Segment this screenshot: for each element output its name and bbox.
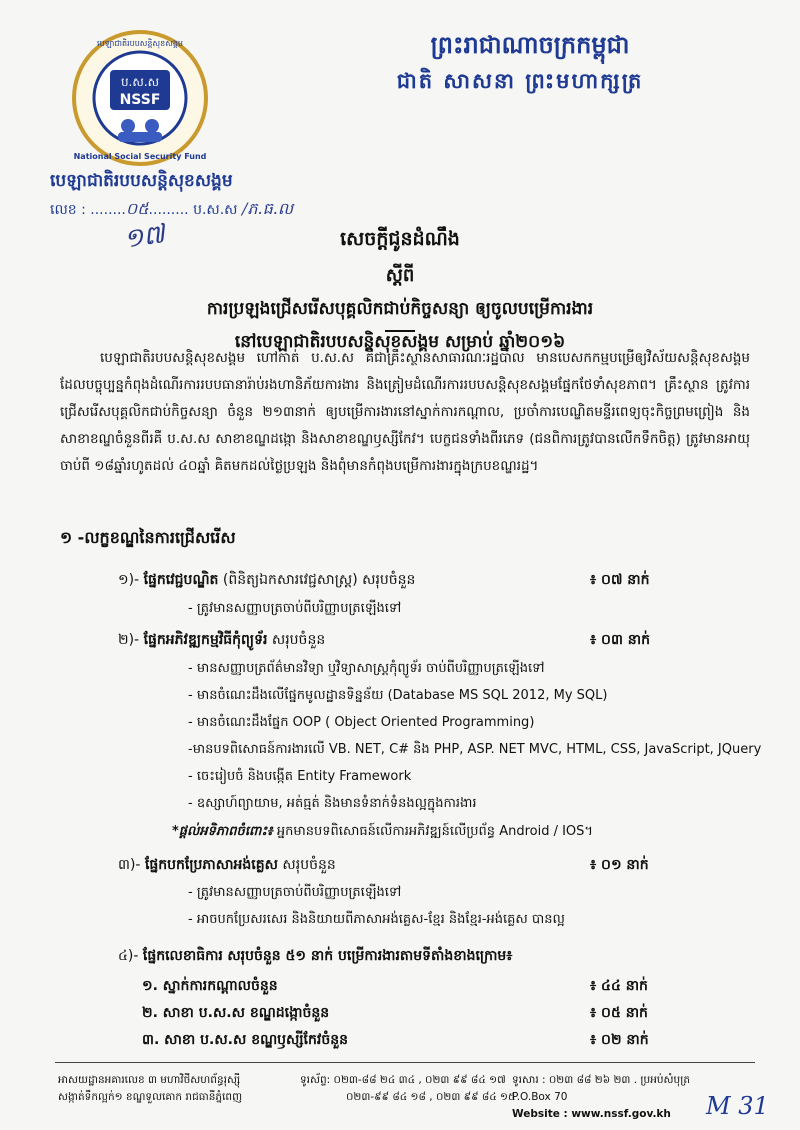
ref-handwritten: ១៧: [121, 219, 167, 255]
nssf-logo: [70, 28, 210, 168]
item-4-sub-2-qty: ៖ ០៥ នាក់: [590, 1005, 648, 1021]
footer-contact: [512, 1072, 712, 1123]
phone-line-1: ទូរស័ព្ទ: ០២៣-៨៨ ២៤ ៣៤ , ០២៣ ៩៩ ៨៤ ១៧: [300, 1074, 506, 1086]
item-4-sub-3: [142, 1030, 348, 1051]
national-motto: ជាតិ សាសនា ព្រះមហាក្សត្រ: [396, 68, 644, 93]
kingdom-heading: ព្រះរាជាណាចក្រកម្ពុជា: [430, 30, 630, 59]
fax-line: ទូរសារ : ០២៣ ៨៨ ២៦ ២៣ . ប្រអប់សំបុត្រ P.O.Box 70: [512, 1074, 690, 1103]
item-2-bullet: - មានចំណេះដឹងផ្នែក OOP ( Object Oriented Programming): [188, 715, 535, 730]
item-2-bullet: - ចេះរៀបចំ និងបង្កើត Entity Framework: [188, 769, 412, 784]
item-2-qty: ៖ ០៣ នាក់: [590, 632, 650, 648]
item-4-sub-1: [142, 976, 278, 997]
title-line-1: សេចក្តីជូនដំណឹង: [340, 228, 460, 250]
phone-line-2: ០២៣-៩៩ ៨៤ ១៨ , ០២៣ ៩៩ ៨៤ ១៥: [346, 1091, 516, 1103]
item-2-num: ២)-: [118, 632, 140, 648]
logo-ring-bottom: National Social Security Fund: [73, 152, 207, 161]
footer-address: [58, 1072, 242, 1106]
item-4-sub-1-qty: ៖ ៤៤ នាក់: [590, 978, 648, 994]
item-1-num: ១)-: [118, 572, 140, 588]
item-4-label: ផ្នែកលេខាធិការ: [142, 948, 223, 964]
item-2-row: [118, 630, 325, 651]
document-title: [100, 225, 700, 356]
sub-label: ១. ស្នាក់ការកណ្តាលចំនួន: [142, 978, 278, 994]
sub-label: ២. សាខា ប.ស.ស ខណ្ឌដង្កោចំនួន: [142, 1005, 330, 1021]
section-heading: ១ -លក្ខខណ្ឌនៃការជ្រើសរើស: [60, 528, 236, 547]
intro-paragraph: បេឡាជាតិរបបសន្តិសុខសង្គម ហៅកាត់ ប.ស.ស គឺជាគ្រឹះស្ថានសាធារណៈរដ្ឋបាល មានបេសកកម្មបម្រើឲ្យវិស័យសន្តិសុខសង្គម ដែលបច្ចុប្បន្នកំពុងដំណើរការរបបធានារ៉ាប់រងហានិភ័យការងារ និងត្រៀមដំណើរការរបបសន្តិសុខសង្គមផ្នែកថែទាំសុខភាព។ គ្រឹះស្ថាន ត្រូវការជ្រើសរើសបុគ្គលិកជាប់កិច្ចសន្យា ចំនួន ២១៣នាក់ ឲ្យបម្រើការងារនៅស្នាក់ការកណ្តាល, ប្រចាំការបេណ្ឌិតមន្ទីរពេទ្យចុះកិច្ចព្រមព្រៀង និងសាខាខណ្ឌចំនួនពីរគឺ ប.ស.ស សាខាខណ្ឌដង្កោ និងសាខាខណ្ឌឫស្សីកែវ។ បេក្ខជនទាំងពីរភេទ (ជនពិការត្រូវបានលើកទឹកចិត្ត) ត្រូវមានអាយុចាប់ពី ១៨ឆ្នាំរហូតដល់ ៤០ឆ្នាំ គិតមកដល់ថ្ងៃប្រឡង និងពុំមានកំពុងបម្រើការងារក្នុងក្របខណ្ឌរដ្ឋ។: [60, 350, 750, 474]
item-4-num: ៤)-: [118, 948, 139, 964]
item-4-sub-2: [142, 1003, 329, 1024]
item-1-row: [118, 570, 415, 591]
logo-ring-top: បេឡាជាតិរបបសន្តិសុខសង្គម: [97, 39, 183, 48]
ref-prefix: លេខ :: [50, 202, 86, 218]
item-3-qty: ៖ ០១ នាក់: [590, 857, 649, 873]
item-2-bullet: - មានចំណេះដឹងលើផ្នែកមូលដ្ឋានទិន្នន័យ (Database MS SQL 2012, My SQL): [188, 688, 608, 703]
logo-main-text: ប.ស.ស: [120, 75, 160, 89]
item-1-desc: (ពិនិត្យឯកសារវេជ្ជសាស្ត្រ) សរុបចំនួន: [222, 572, 416, 588]
item-3-desc: សរុបចំនួន: [282, 857, 336, 873]
priority-text: អ្នកមានបទពិសោធន៍លើការអភិវឌ្ឍន៍លើប្រព័ន្ធ Android / IOS។: [276, 824, 593, 839]
sub-label: ៣. សាខា ប.ស.ស ខណ្ឌឫស្សីកែវចំនួន: [142, 1032, 348, 1048]
initials-signature: M 31: [706, 1092, 769, 1120]
footer-phones: [300, 1072, 515, 1106]
title-line-3: ការប្រឡងជ្រើសរើសបុគ្គលិកជាប់កិច្ចសន្យា ឲ្យចូលបម្រើការងារ: [206, 299, 594, 319]
item-1-bullet: - ត្រូវមានសញ្ញាបត្រចាប់ពីបរិញ្ញាបត្រឡើងទៅ: [188, 601, 402, 616]
item-3-bullet: - អាចបកប្រែសរសេរ និងនិយាយពីភាសាអង់គ្លេស-ខ្មែរ និងខ្មែរ-អង់គ្លេស បានល្អ: [188, 912, 565, 927]
item-4-row: [118, 946, 512, 967]
item-2-desc: សរុបចំនួន: [271, 632, 326, 648]
item-2-bullet: -មានបទពិសោធន៍ការងារលើ VB. NET, C# និង PHP, ASP. NET MVC, HTML, CSS, JavaScript, JQuery: [188, 742, 762, 757]
website-link[interactable]: Website : www.nssf.gov.kh: [512, 1108, 671, 1120]
footer-divider: [55, 1062, 755, 1063]
item-4-desc: សរុបចំនួន ៥១ នាក់ បម្រើការងារតាមទីតាំងខាងក្រោម៖: [227, 948, 513, 964]
ref-number: ០៥: [125, 199, 149, 218]
ref-middle: ប.ស.ស: [193, 202, 238, 218]
organization-name: បេឡាជាតិរបបសន្តិសុខសង្គម: [50, 171, 233, 191]
address-line-1: អាសយដ្ឋានអគារលេខ ៣ មហាវិថីសហព័ន្ធរុស្ស៊ី: [58, 1074, 241, 1086]
reference-line: លេខ : ........០៥......... ប.ស.ស /ភ.ធ.ល: [50, 199, 294, 218]
item-2-bullet: - មានសញ្ញាបត្រព័ត៌មានវិទ្យា ឬវិទ្យាសាស្ត្រកុំព្យូទ័រ ចាប់ពីបរិញ្ញាបត្រឡើងទៅ: [188, 661, 545, 676]
priority-label: *ផ្តល់អទិភាពចំពោះ៖: [172, 824, 273, 839]
title-line-2: ស្តីពី: [385, 265, 415, 286]
item-4-sub-3-qty: ៖ ០២ នាក់: [590, 1032, 649, 1048]
title-divider: [385, 330, 415, 332]
item-3-num: ៣)-: [118, 857, 141, 873]
item-3-bullet: - ត្រូវមានសញ្ញាបត្រចាប់ពីបរិញ្ញាបត្រឡើងទៅ: [188, 885, 402, 900]
item-3-label: ផ្នែកបកប្រែភាសាអង់គ្លេស: [144, 857, 278, 873]
priority-note: [172, 823, 593, 842]
item-3-row: [118, 855, 336, 876]
logo-abbr-text: NSSF: [119, 92, 161, 108]
title-line-4: នៅបេឡាជាតិរបបសន្តិសុខសង្គម សម្រាប់ ឆ្នាំ២០១៦: [234, 332, 566, 352]
item-2-label: ផ្នែកអភិវឌ្ឍកម្មវិធីកុំព្យូទ័រ: [143, 632, 268, 648]
item-1-label: ផ្នែកវេជ្ជបណ្ឌិត: [143, 572, 219, 588]
address-line-2: សង្កាត់ទឹកល្អក់១ ខណ្ឌទួលគោក រាជធានីភ្នំពេញ: [58, 1091, 243, 1103]
ref-suffix: /ភ.ធ.ល: [241, 199, 294, 218]
item-1-qty: ៖ ០៧ នាក់: [590, 572, 650, 588]
item-2-bullet: - ឧស្សាហ៍ព្យាយាម, អត់ធ្មត់ និងមានទំនាក់ទំនងល្អក្នុងការងារ: [188, 796, 477, 811]
